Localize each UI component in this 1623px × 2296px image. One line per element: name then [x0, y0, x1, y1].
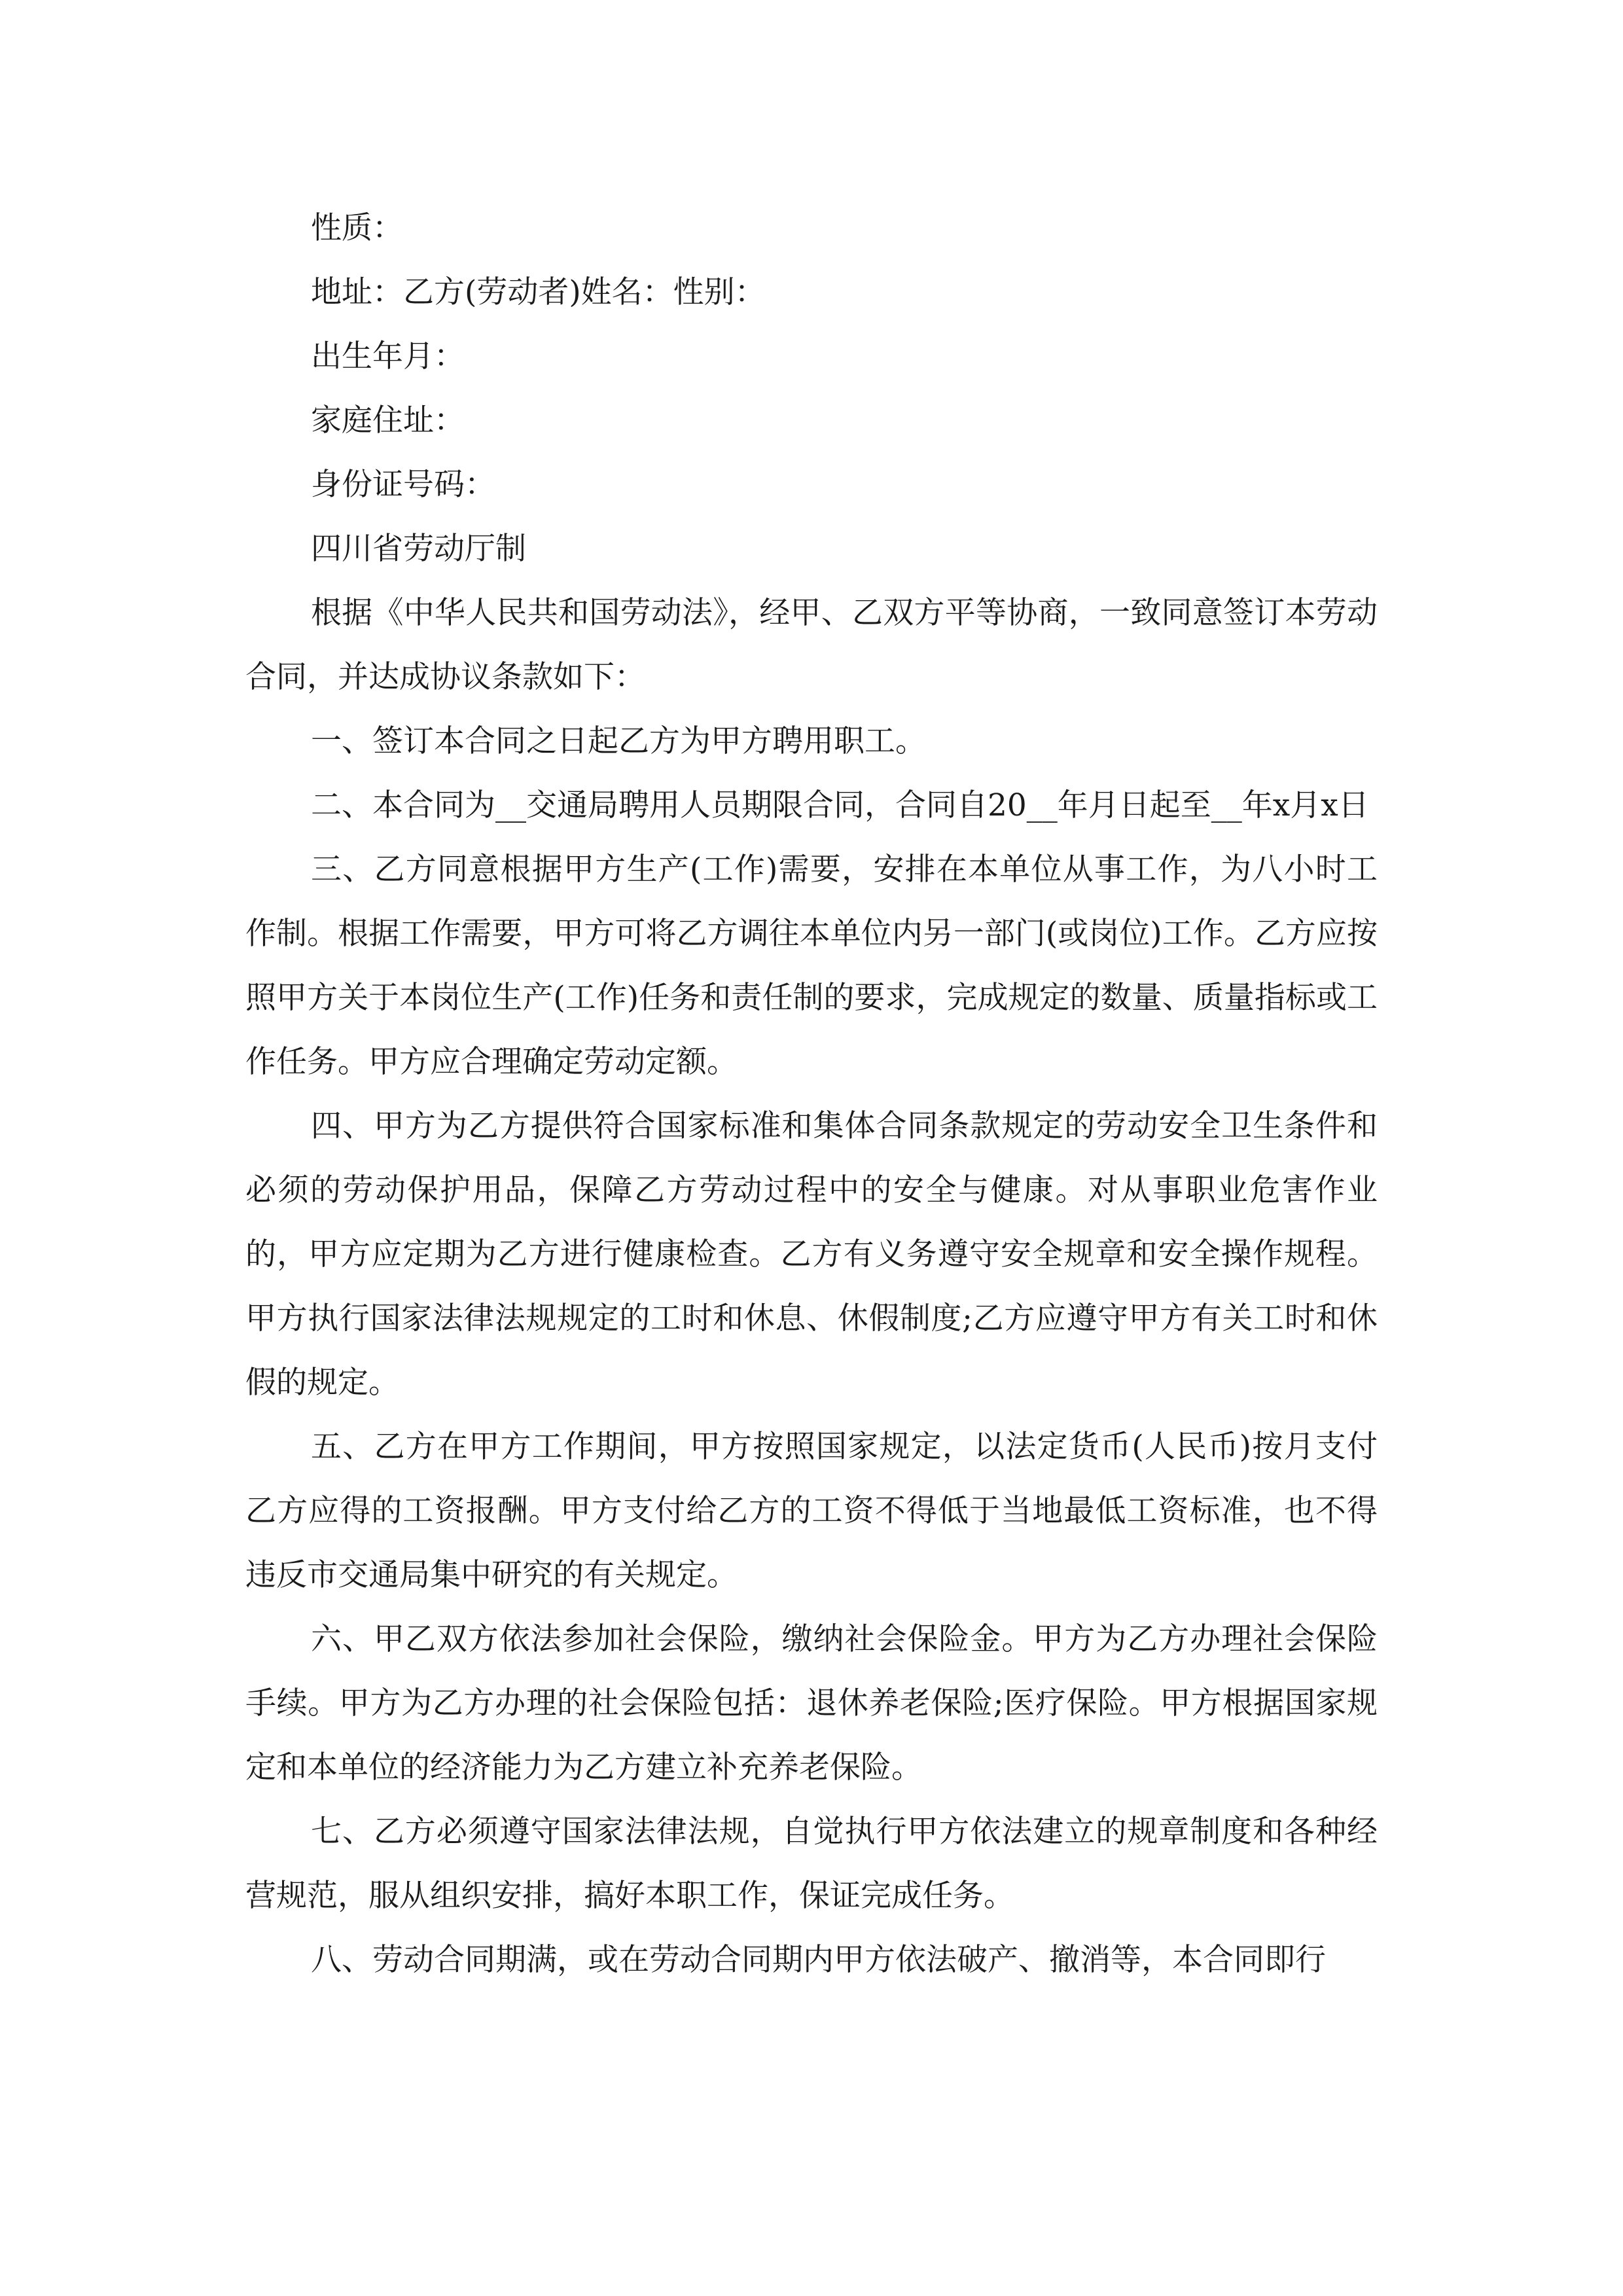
field-home-address: 家庭住址：	[311, 403, 465, 439]
field-birth-date: 出生年月：	[311, 338, 465, 374]
paragraph-clause-7: 七、乙方必须遵守国家法律法规，自觉执行甲方依法建立的规章制度和各种经营规范，服从组织安排，搞好本职工作，保证完成任务。	[245, 1814, 1378, 1914]
document-body	[245, 196, 1378, 1992]
field-nature: 性质：	[311, 210, 403, 246]
field-address-name-gender: 地址：乙方(劳动者)姓名：性别：	[311, 274, 766, 310]
paragraph-clause-8: 八、劳动合同期满，或在劳动合同期内甲方依法破产、撤消等，本合同即行	[311, 1942, 1326, 1978]
paragraph-clause-1: 一、签订本合同之日起乙方为甲方聘用职工。	[311, 723, 926, 759]
issuer-line: 四川省劳动厅制	[311, 531, 526, 567]
paragraph-clause-2: 二、本合同为__交通局聘用人员期限合同，合同自20__年月日起至__年x月x日	[311, 787, 1369, 823]
field-id-number: 身份证号码：	[311, 467, 495, 503]
paragraph-preamble: 根据《中华人民共和国劳动法》，经甲、乙双方平等协商，一致同意签订本劳动合同，并达成协议条款如下：	[245, 595, 1378, 695]
paragraph-clause-4: 四、甲方为乙方提供符合国家标准和集体合同条款规定的劳动安全卫生条件和必须的劳动保护用品，保障乙方劳动过程中的安全与健康。对从事职业危害作业的，甲方应定期为乙方进行健康检查。乙方有义务遵守安全规章和安全操作规程。甲方执行国家法律法规规定的工时和休息、休假制度;乙方应遵守甲方有关工时和休假的规定。	[245, 1108, 1378, 1401]
paragraph-clause-3: 三、乙方同意根据甲方生产(工作)需要，安排在本单位从事工作，为八小时工作制。根据工作需要，甲方可将乙方调往本单位内另一部门(或岗位)工作。乙方应按照甲方关于本岗位生产(工作)任务和责任制的要求，完成规定的数量、质量指标或工作任务。甲方应合理确定劳动定额。	[245, 852, 1378, 1080]
paragraph-clause-5: 五、乙方在甲方工作期间，甲方按照国家规定，以法定货币(人民币)按月支付乙方应得的工资报酬。甲方支付给乙方的工资不得低于当地最低工资标准，也不得违反市交通局集中研究的有关规定。	[245, 1429, 1378, 1593]
paragraph-clause-6: 六、甲乙双方依法参加社会保险，缴纳社会保险金。甲方为乙方办理社会保险手续。甲方为乙方办理的社会保险包括：退休养老保险;医疗保险。甲方根据国家规定和本单位的经济能力为乙方建立补充养老保险。	[245, 1621, 1378, 1785]
